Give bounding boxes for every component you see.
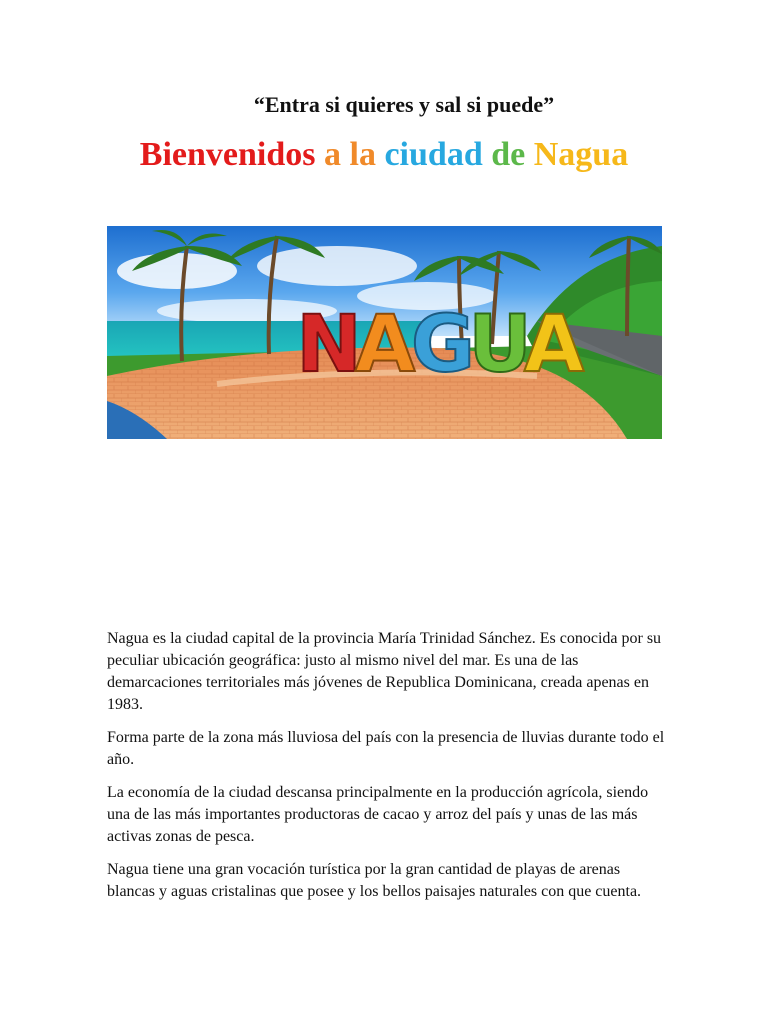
- sign-letter: G: [410, 300, 476, 390]
- sign-letter: N: [296, 300, 362, 390]
- paragraph: La economía de la ciudad descansa principalmente en la producción agrícola, siendo una de las más importantes productoras de cacao y arroz del país y unas de las más activas zonas de pesca.: [107, 784, 649, 845]
- welcome-word: la: [349, 136, 376, 173]
- nagua-sign-photo: [107, 226, 662, 439]
- sign-letter: U: [468, 300, 532, 390]
- welcome-word: a: [324, 136, 342, 173]
- nagua-sign-illustration: [107, 226, 662, 439]
- sign-letter: A: [354, 300, 416, 390]
- paragraph: Forma parte de la zona más lluviosa del país con la presencia de lluvias durante todo el año.: [107, 729, 665, 768]
- welcome-word: de: [491, 136, 526, 173]
- page-quote: “Entra si quieres y sal si puede”: [253, 92, 555, 117]
- welcome-word: Bienvenidos: [139, 136, 316, 173]
- sign-letter: A: [523, 300, 585, 390]
- welcome-word: Nagua: [533, 136, 629, 173]
- welcome-word: ciudad: [384, 136, 483, 173]
- welcome-title: [0, 136, 768, 174]
- paragraph: Nagua tiene una gran vocación turística por la gran cantidad de playas de arenas blancas y aguas cristalinas que posee y los bellos paisajes naturales con que cuenta.: [107, 861, 642, 900]
- body-text: [107, 628, 667, 914]
- paragraph: Nagua es la ciudad capital de la provincia María Trinidad Sánchez. Es conocida por su peculiar ubicación geográfica: justo al mismo nivel del mar. Es una de las demarcaciones territoriales más jóvenes de Republica Dominicana, creada apenas en 1983.: [107, 630, 662, 713]
